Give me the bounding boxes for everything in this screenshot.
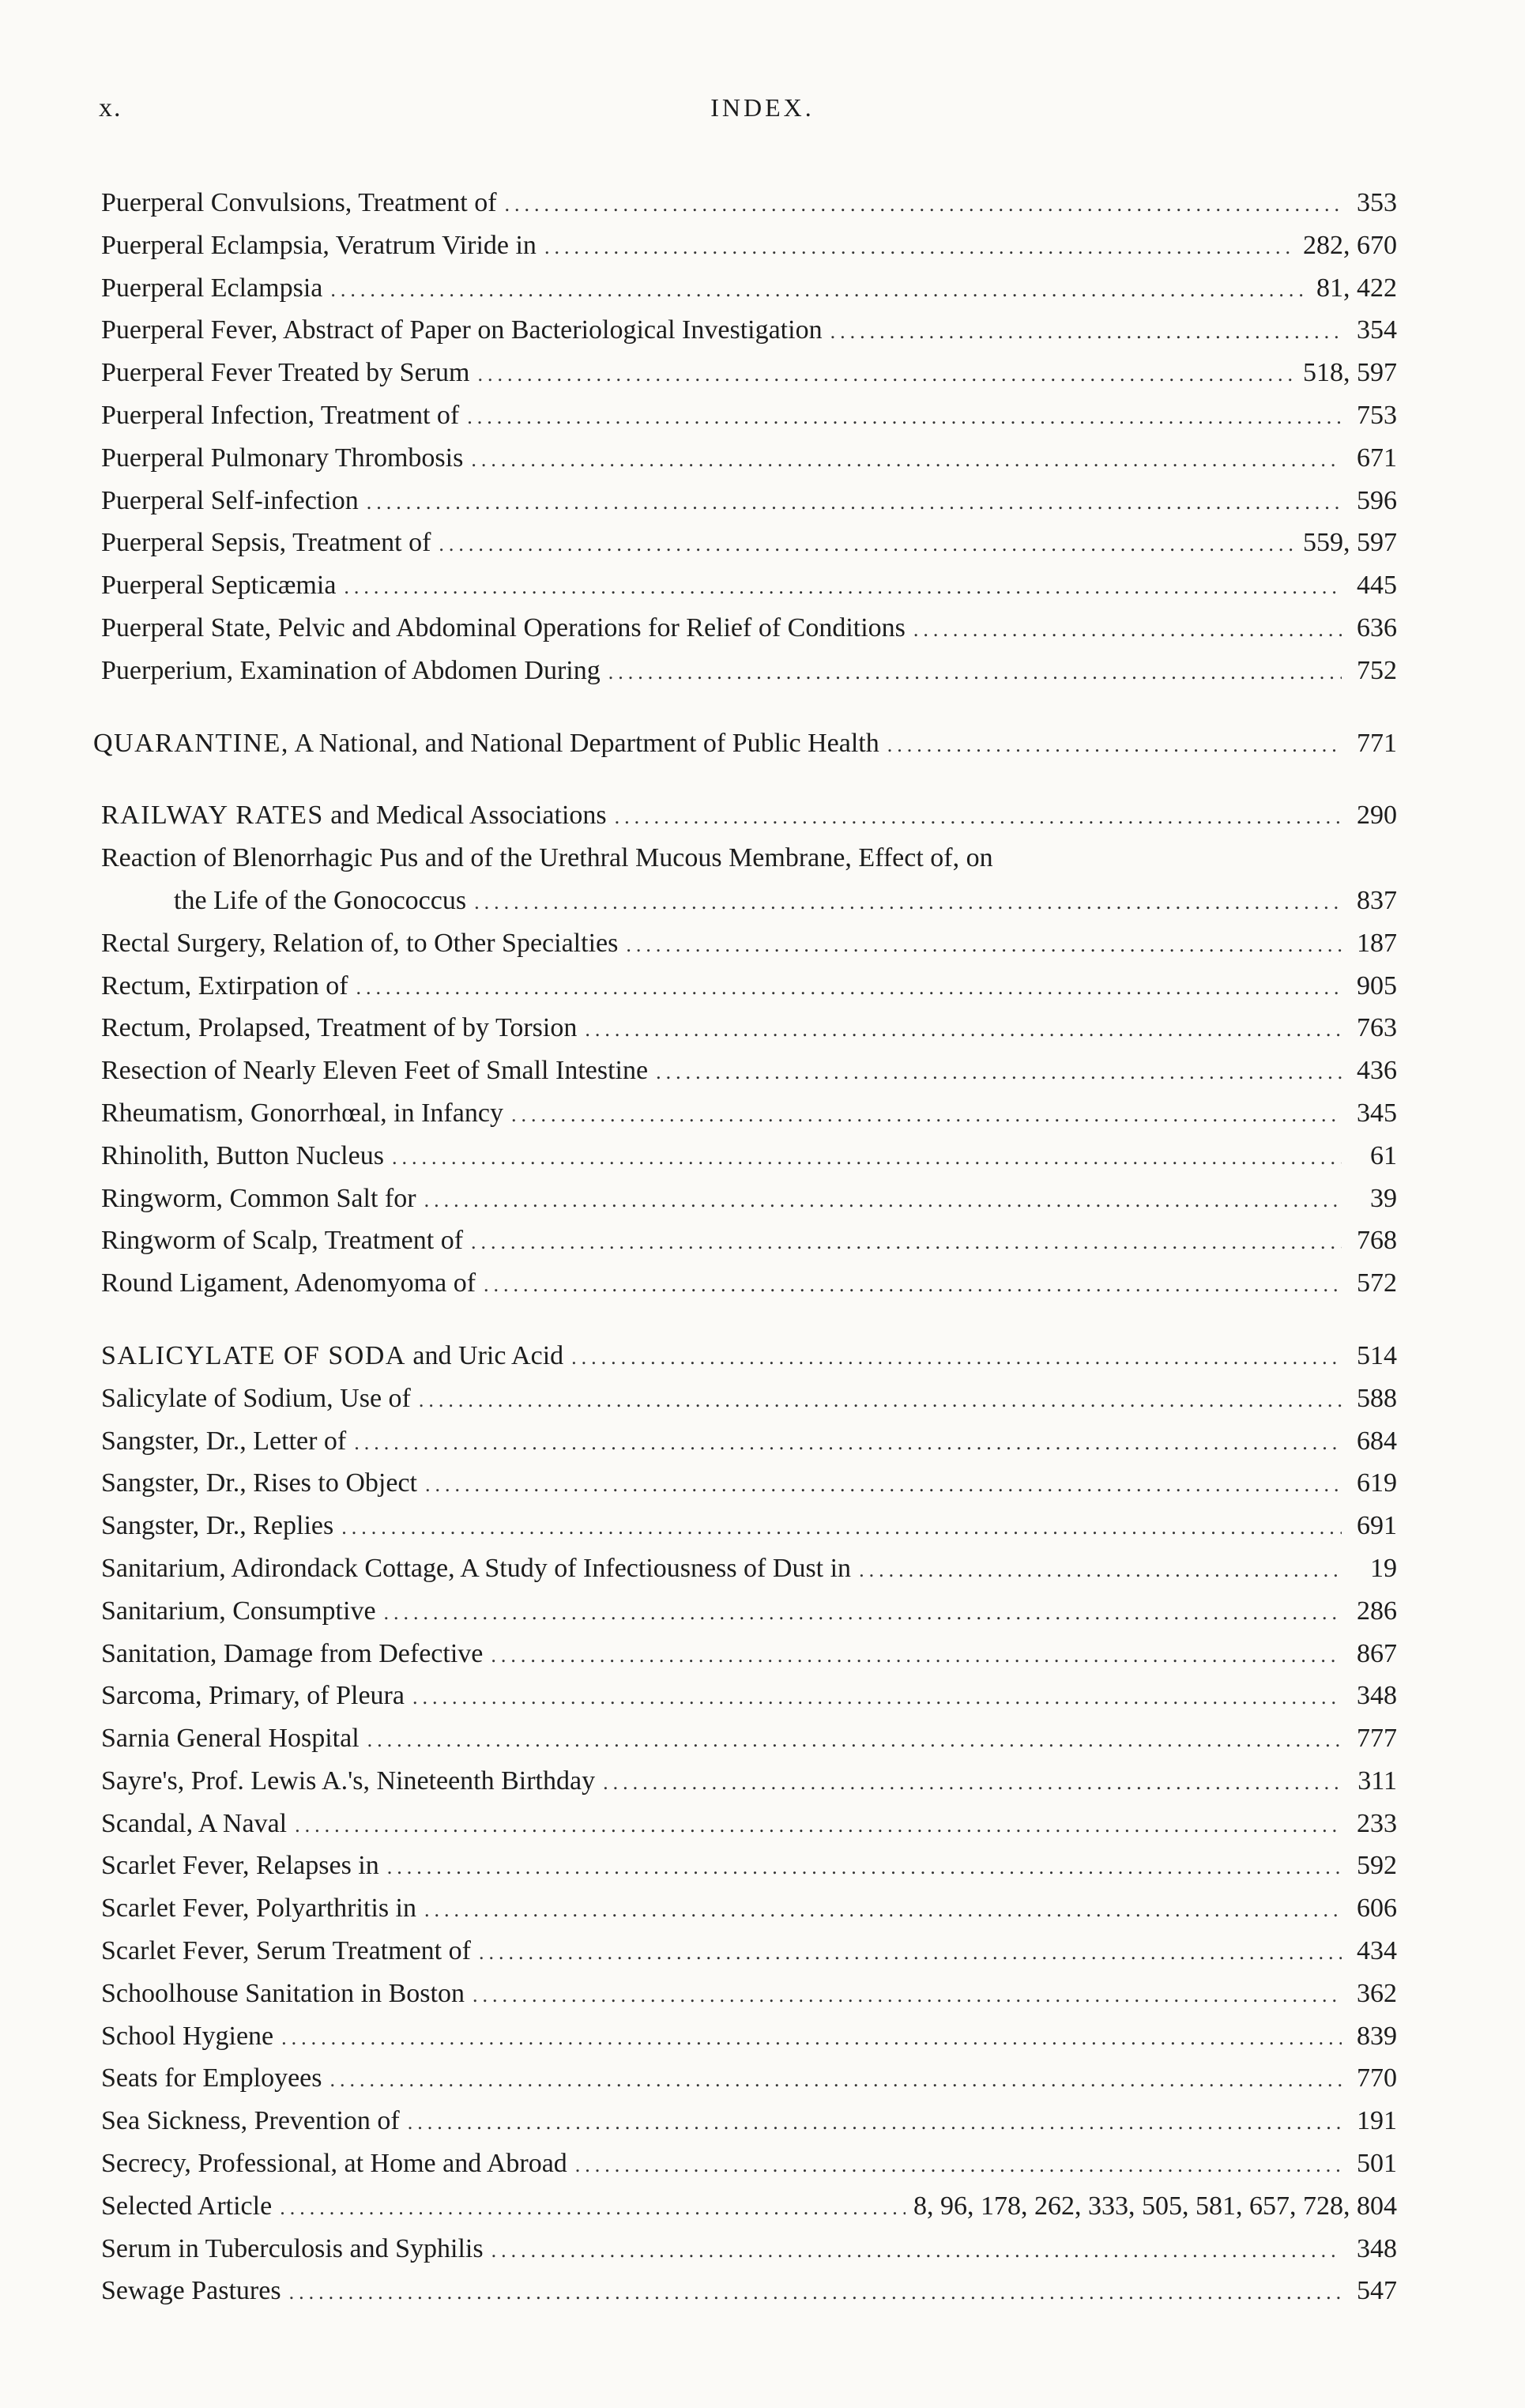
- entry-pages: 8, 96, 178, 262, 333, 505, 581, 657, 728, 804: [913, 2191, 1397, 2221]
- entry-text: [101, 965, 348, 1008]
- entry-text: [101, 1219, 463, 1262]
- entry-text: [101, 1845, 379, 1887]
- dot-leader: [830, 311, 1342, 353]
- dot-leader: [330, 2059, 1342, 2101]
- index-entry: [101, 564, 1397, 607]
- entry-text: [101, 1675, 405, 1717]
- index-entry: [101, 1717, 1397, 1760]
- entry-title: Puerperal Fever Treated by Serum: [101, 358, 470, 388]
- entry-pages: 771: [1357, 728, 1397, 758]
- entry-pages: 187: [1357, 928, 1397, 958]
- entry-text: [101, 794, 607, 837]
- dot-leader: [425, 1464, 1342, 1506]
- entry-pages: 362: [1357, 1978, 1397, 2008]
- index-entry: [101, 922, 1397, 965]
- entry-title: Puerperal Fever, Abstract of Paper on Bacteriological Investigation: [101, 315, 823, 345]
- entry-text: [101, 1335, 563, 1377]
- entry-text: [101, 1462, 417, 1505]
- index-entry: [101, 1007, 1397, 1049]
- dot-leader: [615, 796, 1342, 838]
- entry-title: Sarcoma, Primary, of Pleura: [101, 1681, 405, 1711]
- entry-text: [93, 722, 879, 765]
- entry-pages: 348: [1357, 2233, 1397, 2263]
- entry-title: Puerperium, Examination of Abdomen During: [101, 655, 601, 685]
- index-entry: [101, 1760, 1397, 1803]
- entry-title: Reaction of Blenorrhagic Pus and of the Urethral Mucous Membrane, Effect of, on: [101, 843, 993, 873]
- entry-text: [101, 2057, 322, 2100]
- dot-leader: [571, 1336, 1342, 1379]
- dot-leader: [424, 1179, 1342, 1222]
- entry-title: Sangster, Dr., Rises to Object: [101, 1468, 417, 1498]
- entry-pages: 839: [1357, 2021, 1397, 2051]
- dot-leader: [354, 1422, 1342, 1464]
- dot-leader: [330, 269, 1308, 311]
- running-title: INDEX.: [710, 93, 815, 122]
- index-entry: [101, 1377, 1397, 1420]
- entry-text: [101, 1377, 411, 1420]
- entry-text: [101, 437, 463, 480]
- index-entry: [101, 1335, 1397, 1377]
- entry-text: [101, 564, 336, 607]
- entry-pages: 596: [1357, 485, 1397, 515]
- entry-pages: 606: [1357, 1894, 1397, 1924]
- entry-text: [101, 1590, 376, 1633]
- entry-text: [101, 1092, 503, 1135]
- dot-leader: [280, 2187, 906, 2229]
- entry-title: Schoolhouse Sanitation in Boston: [101, 1978, 465, 2008]
- dot-leader: [289, 2271, 1342, 2314]
- dot-leader: [491, 1634, 1342, 1677]
- entry-title: Selected Article: [101, 2191, 273, 2221]
- entry-title: Rheumatism, Gonorrhœal, in Infancy: [101, 1098, 503, 1128]
- index-entry: [101, 224, 1397, 267]
- dot-leader: [419, 1379, 1342, 1422]
- entry-text: [101, 1178, 416, 1220]
- index-entry: [101, 1803, 1397, 1845]
- index-entry: [101, 794, 1397, 837]
- entry-title: Puerperal Self-infection: [101, 485, 359, 515]
- entry-title: Round Ligament, Adenomyoma of: [101, 1268, 476, 1298]
- dot-leader: [505, 183, 1342, 226]
- entry-pages: 81, 422: [1316, 273, 1397, 303]
- entry-text: [101, 352, 469, 394]
- entry-title: Puerperal Septicæmia: [101, 571, 337, 601]
- index-entry: [101, 522, 1397, 564]
- dot-leader: [281, 2017, 1342, 2059]
- dot-leader: [367, 481, 1342, 524]
- entry-pages: 753: [1357, 400, 1397, 430]
- entry-title: Rectum, Prolapsed, Treatment of by Torsion: [101, 1013, 578, 1043]
- entry-text: [101, 1887, 416, 1930]
- index-list: [93, 182, 1397, 2342]
- entry-pages: 547: [1357, 2276, 1397, 2306]
- entry-title: Puerperal Eclampsia: [101, 273, 323, 303]
- index-entry: [101, 1930, 1397, 1973]
- entry-pages: 501: [1357, 2149, 1397, 2179]
- entry-title: Ringworm of Scalp, Treatment of: [101, 1226, 464, 1256]
- index-entry: [101, 1845, 1397, 1887]
- dot-leader: [424, 1889, 1342, 1931]
- entry-pages: 905: [1357, 970, 1397, 1001]
- entry-pages: 434: [1357, 1936, 1397, 1966]
- index-entry: [101, 607, 1397, 650]
- section-r: [101, 794, 1397, 1305]
- dot-leader: [575, 2144, 1342, 2187]
- dot-leader: [913, 609, 1342, 651]
- index-entry: [101, 1178, 1397, 1220]
- dot-leader: [439, 523, 1295, 566]
- entry-text: [101, 1930, 471, 1973]
- dot-leader: [887, 724, 1342, 767]
- index-entry: [101, 267, 1397, 310]
- index-entry: [101, 1633, 1397, 1675]
- entry-title: Puerperal Eclampsia, Veratrum Viride in: [101, 230, 537, 260]
- entry-text: [101, 2100, 400, 2142]
- index-entry: [101, 965, 1397, 1008]
- index-entry: [101, 1135, 1397, 1178]
- index-entry: [101, 2228, 1397, 2270]
- entry-pages: 353: [1357, 188, 1397, 217]
- index-entry: [101, 1887, 1397, 1930]
- dot-leader: [471, 1221, 1342, 1264]
- entry-head-word: QUARANTINE,: [93, 728, 289, 758]
- entry-pages: 286: [1357, 1596, 1397, 1626]
- entry-title: Puerperal Pulmonary Thrombosis: [101, 443, 464, 473]
- entry-pages: 61: [1370, 1140, 1397, 1170]
- entry-pages: 671: [1357, 443, 1397, 473]
- index-entry: [101, 1092, 1397, 1135]
- dot-leader: [392, 1136, 1342, 1179]
- entry-title: Puerperal State, Pelvic and Abdominal Operations for Relief of Conditions: [101, 612, 906, 643]
- entry-title: Puerperal Convulsions, Treatment of: [101, 188, 497, 217]
- dot-leader: [367, 1719, 1342, 1762]
- index-entry: [101, 1219, 1397, 1262]
- entry-text: [101, 2228, 484, 2270]
- entry-title: Rhinolith, Button Nucleus: [101, 1140, 384, 1170]
- entry-text: [101, 922, 618, 965]
- index-entry: [101, 2057, 1397, 2100]
- dot-leader: [484, 1264, 1342, 1306]
- entry-title: Sangster, Dr., Replies: [101, 1511, 334, 1541]
- dot-leader: [859, 1549, 1342, 1592]
- index-entry: [101, 1590, 1397, 1633]
- entry-title: Sanitarium, Consumptive: [101, 1596, 376, 1626]
- dot-leader: [471, 439, 1342, 481]
- entry-text: [101, 837, 993, 880]
- entry-pages: 290: [1357, 801, 1397, 831]
- entry-title: Scarlet Fever, Relapses in: [101, 1851, 379, 1881]
- dot-leader: [491, 2229, 1342, 2272]
- dot-leader: [474, 881, 1342, 924]
- entry-pages: 39: [1370, 1183, 1397, 1213]
- index-entry: [101, 437, 1397, 480]
- entry-title: Sayre's, Prof. Lewis A.'s, Nineteenth Birthday: [101, 1765, 596, 1796]
- index-entry: [101, 2142, 1397, 2185]
- index-entry: [101, 650, 1397, 692]
- entry-text: [101, 267, 322, 310]
- entry-title: Seats for Employees: [101, 2063, 322, 2093]
- entry-pages: 19: [1370, 1553, 1397, 1583]
- dot-leader: [626, 924, 1342, 967]
- entry-text: [101, 309, 823, 352]
- entry-text: [101, 522, 431, 564]
- entry-title: Sanitarium, Adirondack Cottage, A Study of Infectiousness of Dust in: [101, 1553, 852, 1583]
- entry-title: Salicylate of Sodium, Use of: [101, 1383, 411, 1413]
- dot-leader: [387, 1846, 1342, 1889]
- dot-leader: [412, 1676, 1342, 1719]
- entry-text: [101, 1803, 287, 1845]
- dot-leader: [341, 1506, 1342, 1549]
- entry-text: [101, 1135, 384, 1178]
- index-entry: [101, 1547, 1397, 1590]
- index-entry: [101, 1505, 1397, 1547]
- index-entry: [101, 1973, 1397, 2015]
- entry-text: [101, 2142, 567, 2185]
- entry-title: Scandal, A Naval: [101, 1808, 288, 1838]
- entry-title: the Life of the Gonococcus: [174, 885, 467, 915]
- entry-text: [101, 1717, 360, 1760]
- entry-text: [101, 1547, 851, 1590]
- dot-leader: [608, 651, 1342, 694]
- entry-pages: 777: [1357, 1724, 1397, 1754]
- entry-text: [101, 2185, 272, 2228]
- entry-text: [101, 224, 537, 267]
- index-entry: [101, 309, 1397, 352]
- entry-pages: 311: [1357, 1765, 1397, 1796]
- entry-title: and Medical Associations: [323, 801, 607, 831]
- entry-text: [101, 2015, 273, 2058]
- entry-pages: 191: [1357, 2106, 1397, 2136]
- entry-pages: 282, 670: [1303, 230, 1397, 260]
- entry-title: Sangster, Dr., Letter of: [101, 1426, 347, 1456]
- dot-leader: [585, 1008, 1342, 1051]
- entry-text: [101, 2270, 281, 2312]
- page-number: x.: [99, 93, 122, 122]
- entry-pages: 518, 597: [1303, 358, 1397, 388]
- dot-leader: [479, 1931, 1342, 1974]
- index-entry: [101, 837, 1397, 880]
- entry-title: Scarlet Fever, Serum Treatment of: [101, 1936, 471, 1966]
- dot-leader: [408, 2101, 1342, 2144]
- entry-title: Sea Sickness, Prevention of: [101, 2106, 400, 2136]
- section-s: [101, 1335, 1397, 2312]
- entry-title: Scarlet Fever, Polyarthritis in: [101, 1894, 417, 1924]
- entry-title: Sewage Pastures: [101, 2276, 281, 2306]
- entry-pages: 619: [1357, 1468, 1397, 1498]
- dot-leader: [344, 566, 1342, 609]
- entry-pages: 768: [1357, 1226, 1397, 1256]
- index-entry: [101, 1675, 1397, 1717]
- entry-pages: 345: [1357, 1098, 1397, 1128]
- index-entry: [101, 480, 1397, 522]
- entry-pages: 684: [1357, 1426, 1397, 1456]
- index-entry: [101, 2270, 1397, 2312]
- dot-leader: [544, 226, 1295, 269]
- entry-pages: 636: [1357, 612, 1397, 643]
- entry-pages: 867: [1357, 1638, 1397, 1668]
- entry-text: [101, 182, 497, 224]
- entry-pages: 348: [1357, 1681, 1397, 1711]
- entry-pages: 770: [1357, 2063, 1397, 2093]
- index-entry: [101, 352, 1397, 394]
- dot-leader: [384, 1592, 1342, 1634]
- entry-title: Puerperal Sepsis, Treatment of: [101, 528, 431, 558]
- entry-title: Secrecy, Professional, at Home and Abroad: [101, 2149, 567, 2179]
- section-q: [93, 722, 1397, 765]
- entry-pages: 837: [1357, 885, 1397, 915]
- entry-text: [101, 1505, 333, 1547]
- entry-pages: 445: [1357, 571, 1397, 601]
- index-entry: [101, 394, 1397, 437]
- index-entry: [101, 2015, 1397, 2058]
- index-entry: [101, 1420, 1397, 1463]
- entry-text: [101, 607, 906, 650]
- entry-title: Serum in Tuberculosis and Syphilis: [101, 2233, 484, 2263]
- entry-text: [101, 650, 601, 692]
- index-entry: [101, 2100, 1397, 2142]
- entry-title: Resection of Nearly Eleven Feet of Small Intestine: [101, 1056, 649, 1086]
- entry-pages: 233: [1357, 1808, 1397, 1838]
- index-entry: [101, 182, 1397, 224]
- index-entry-continuation: [101, 880, 1397, 922]
- entry-text: [101, 1973, 465, 2015]
- entry-head-word: SALICYLATE OF SODA: [101, 1340, 406, 1370]
- index-entry: [101, 1049, 1397, 1092]
- entry-pages: 752: [1357, 655, 1397, 685]
- dot-leader: [295, 1804, 1342, 1847]
- entry-text: [101, 1633, 483, 1675]
- entry-title: School Hygiene: [101, 2021, 274, 2051]
- entry-pages: 559, 597: [1303, 528, 1397, 558]
- entry-title: Sarnia General Hospital: [101, 1724, 360, 1754]
- entry-title: A National, and National Department of Public Health: [288, 728, 879, 758]
- entry-pages: 354: [1357, 315, 1397, 345]
- entry-pages: 436: [1357, 1056, 1397, 1086]
- page-header: [0, 93, 1525, 133]
- entry-text: [101, 1420, 346, 1463]
- dot-leader: [511, 1094, 1342, 1136]
- entry-pages: 588: [1357, 1383, 1397, 1413]
- index-entry: [93, 722, 1397, 765]
- entry-text: [101, 1049, 648, 1092]
- entry-pages: 691: [1357, 1511, 1397, 1541]
- index-entry: [101, 2185, 1397, 2228]
- entry-pages: 572: [1357, 1268, 1397, 1298]
- entry-title: Rectal Surgery, Relation of, to Other Specialties: [101, 928, 619, 958]
- section-p: [101, 182, 1397, 692]
- dot-leader: [473, 1974, 1342, 2017]
- dot-leader: [477, 353, 1295, 396]
- dot-leader: [656, 1051, 1342, 1094]
- entry-title: and Uric Acid: [405, 1340, 564, 1370]
- entry-text: [101, 480, 359, 522]
- entry-text: [101, 1007, 577, 1049]
- entry-head-word: RAILWAY RATES: [101, 801, 324, 831]
- dot-leader: [603, 1762, 1342, 1804]
- entry-pages: 514: [1357, 1340, 1397, 1370]
- dot-leader: [356, 967, 1342, 1009]
- index-entry: [101, 1262, 1397, 1305]
- entry-text: [101, 394, 459, 437]
- index-entry: [101, 1462, 1397, 1505]
- entry-title: Rectum, Extirpation of: [101, 970, 348, 1001]
- entry-text: [101, 1262, 476, 1305]
- entry-pages: 592: [1357, 1851, 1397, 1881]
- entry-title: Puerperal Infection, Treatment of: [101, 400, 460, 430]
- entry-title: Sanitation, Damage from Defective: [101, 1638, 484, 1668]
- entry-title: Ringworm, Common Salt for: [101, 1183, 416, 1213]
- dot-leader: [467, 396, 1342, 439]
- entry-text: [101, 1760, 595, 1803]
- entry-pages: 763: [1357, 1013, 1397, 1043]
